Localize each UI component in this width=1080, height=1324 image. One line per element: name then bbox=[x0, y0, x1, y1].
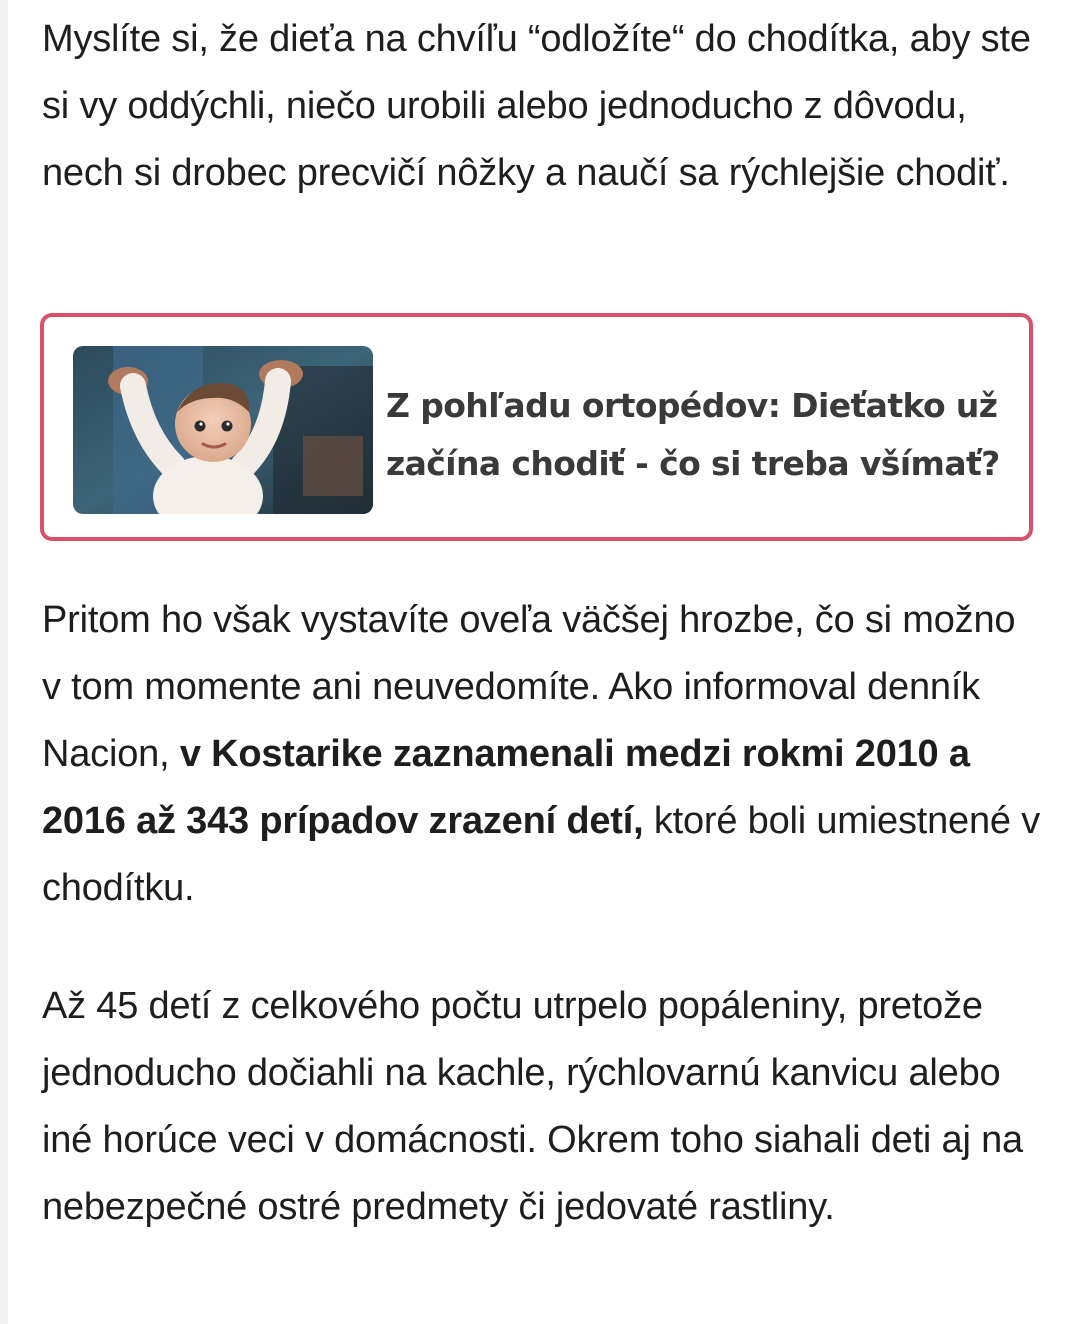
paragraph-risk bbox=[42, 587, 1042, 922]
paragraph-intro: Myslíte si, že dieťa na chvíľu “odložíte“ do chodítka, aby ste si vy oddýchli, niečo urobili alebo jednoducho z dôvodu, nech si drobec precvičí nôžky a naučí sa rýchlejšie chodiť. bbox=[42, 18, 1031, 194]
related-article-title[interactable]: Z pohľadu ortopédov: Dieťatko už začína chodiť - čo si treba všímať? bbox=[386, 386, 1000, 483]
paragraph-risk-text: Pritom ho však vystavíte oveľa väčšej hrozbe, čo si možno v tom momente ani neuvedomíte. Ako informoval denník Nacion, bbox=[42, 599, 1016, 775]
paragraph-risk-text-end: ktoré boli umiestnené v chodítku. bbox=[42, 800, 1040, 909]
baby-photo-icon bbox=[73, 346, 373, 514]
paragraph-risk-highlight: v Kostarike zaznamenali medzi rokmi 2010 a 2016 až 343 prípadov zrazení detí, bbox=[42, 733, 970, 842]
related-article-card[interactable] bbox=[40, 313, 1033, 541]
baby-photo-thumbnail[interactable] bbox=[73, 346, 373, 514]
page-edge bbox=[0, 0, 8, 1324]
paragraph-injuries: Až 45 detí z celkového počtu utrpelo popáleniny, pretože jednoducho dočiahli na kachle, rýchlovarnú kanvicu alebo iné horúce veci v domácnosti. Okrem toho siahali deti aj na nebezpečné ostré predmety či jedovaté rastliny. bbox=[42, 985, 1023, 1228]
